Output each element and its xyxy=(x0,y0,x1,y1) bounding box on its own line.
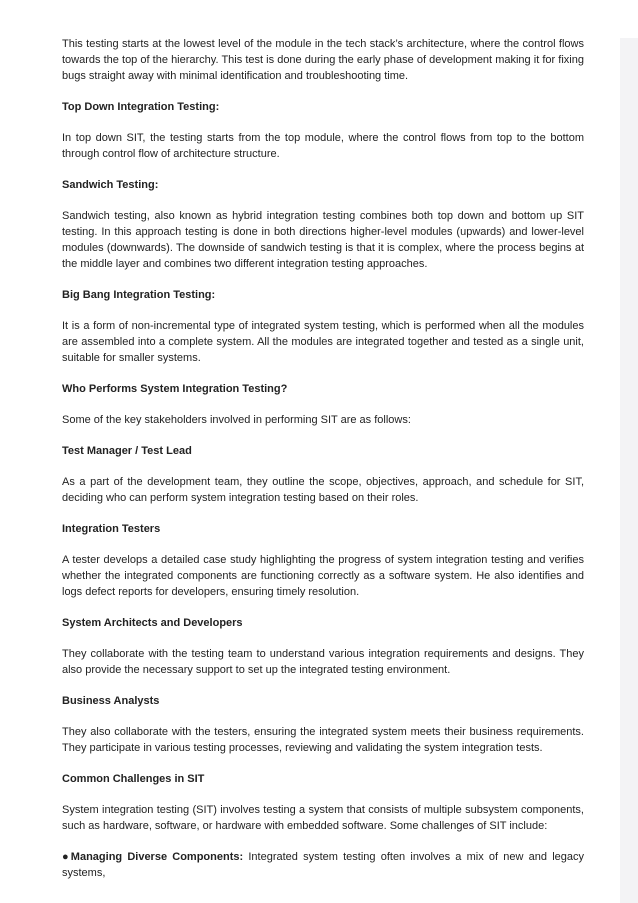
heading-common-challenges: Common Challenges in SIT xyxy=(62,773,205,785)
heading-business-analysts: Business Analysts xyxy=(62,695,160,707)
heading-integration-testers: Integration Testers xyxy=(62,523,161,535)
heading-sandwich: Sandwich Testing: xyxy=(62,179,159,191)
heading-top-down: Top Down Integration Testing: xyxy=(62,101,220,113)
bullet-marker: ● xyxy=(62,851,71,863)
who-performs-paragraph: Some of the key stakeholders involved in performing SIT are as follows: xyxy=(62,414,411,426)
scrollbar-track[interactable] xyxy=(620,38,638,903)
intro-paragraph: This testing starts at the lowest level of the module in the tech stack’s architecture, where the control flows towards the top of the hierarchy. This test is done during the early phase of development making it for fixing bugs straight away with minimal identification and troubleshooting time. xyxy=(62,38,584,82)
business-analysts-paragraph: They also collaborate with the testers, ensuring the integrated system meets their business requirements. They participate in various testing processes, reviewing and validating the system integration tests. xyxy=(62,726,584,754)
bullet-text: Integrated system testing often involves a mix of new and legacy systems, xyxy=(62,851,585,879)
integration-testers-paragraph: A tester develops a detailed case study highlighting the progress of system integration testing and verifies whether the integrated components are functioning correctly as a software system. He also identifies and logs defect reports for developers, ensuring timely resolution. xyxy=(62,554,584,598)
heading-who-performs: Who Performs System Integration Testing? xyxy=(62,383,288,395)
heading-big-bang: Big Bang Integration Testing: xyxy=(62,289,216,301)
architects-developers-paragraph: They collaborate with the testing team to understand various integration requirements and designs. They also provide the necessary support to set up the integrated testing environment. xyxy=(62,648,584,676)
bullet-term: Managing Diverse Components: xyxy=(70,851,244,863)
document-body xyxy=(62,36,584,881)
test-manager-paragraph: As a part of the development team, they outline the scope, objectives, approach, and schedule for SIT, deciding who can perform system integration testing based on their roles. xyxy=(62,476,584,504)
common-challenges-paragraph: System integration testing (SIT) involves testing a system that consists of multiple subsystem components, such as hardware, software, or hardware with embedded software. Some challenges of SIT include: xyxy=(62,804,584,832)
top-down-paragraph: In top down SIT, the testing starts from the top module, where the control flows from top to the bottom through control flow of architecture structure. xyxy=(62,132,584,160)
big-bang-paragraph: It is a form of non-incremental type of integrated system testing, which is performed when all the modules are assembled into a complete system. All the modules are integrated together and tested as a single unit, suitable for smaller systems. xyxy=(62,320,584,364)
heading-test-manager: Test Manager / Test Lead xyxy=(62,445,192,457)
bullet-item-diverse-components xyxy=(62,849,584,881)
sandwich-paragraph: Sandwich testing, also known as hybrid integration testing combines both top down and bottom up SIT testing. In this approach testing is done in both directions higher-level modules (upwards) and lower-level modules (downwards). The downside of sandwich testing is that it is complex, where the process begins at the middle layer and combines two different integration testing approaches. xyxy=(62,210,584,270)
heading-architects-developers: System Architects and Developers xyxy=(62,617,243,629)
